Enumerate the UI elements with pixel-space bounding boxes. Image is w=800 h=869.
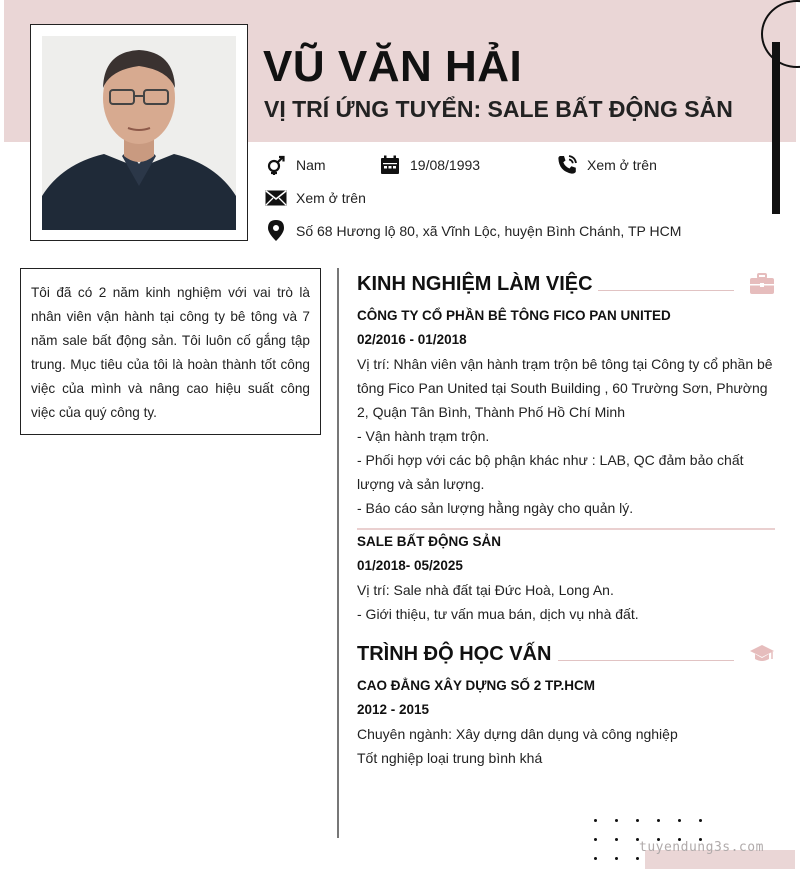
info-phone xyxy=(556,154,657,176)
profile-photo xyxy=(42,36,236,230)
calendar-icon xyxy=(379,154,401,176)
location-icon xyxy=(265,220,287,242)
candidate-name: VŨ VĂN HẢI xyxy=(263,42,523,91)
summary-box xyxy=(20,268,321,435)
vertical-bar-decoration xyxy=(772,42,780,214)
job-2-duty-1: - Giới thiệu, tư vấn mua bán, dịch vụ nhà đất. xyxy=(357,606,639,622)
info-gender xyxy=(265,154,326,176)
watermark: tuyendung3s.com xyxy=(639,840,764,855)
phone-value: Xem ở trên xyxy=(587,157,657,173)
job-2-role: Vị trí: Sale nhà đất tại Đức Hoà, Long An. xyxy=(357,582,614,598)
job-1-duty-1: - Vận hành trạm trộn. xyxy=(357,428,490,444)
job-1-duty-2: - Phối hợp với các bộ phận khác như : LAB, QC đảm bảo chất lượng và sản lượng. xyxy=(357,452,744,492)
education-title: TRÌNH ĐỘ HỌC VẤN xyxy=(357,643,552,665)
education-title-line xyxy=(558,660,734,661)
briefcase-icon xyxy=(749,273,775,300)
email-icon xyxy=(265,187,287,209)
job-1-role: Vị trí: Nhân viên vận hành trạm trộn bê tông tại Công ty cổ phần bê tông Fico Pan United tại South Building , 60 Trường Sơn, Phường 2, Quận Tân Bình, Thành Phố Hồ Chí Minh xyxy=(357,356,773,420)
photo-frame xyxy=(30,24,248,241)
phone-icon xyxy=(556,154,578,176)
job-1-period: 02/2016 - 01/2018 xyxy=(357,332,467,347)
experience-title: KINH NGHIỆM LÀM VIỆC xyxy=(357,273,593,295)
address-value: Số 68 Hương lộ 80, xã Vĩnh Lộc, huyện Bình Chánh, TP HCM xyxy=(296,223,682,239)
info-address xyxy=(265,220,681,242)
education-major: Chuyên ngành: Xây dựng dân dụng và công nghiệp xyxy=(357,726,678,742)
applied-position: VỊ TRÍ ỨNG TUYỂN: SALE BẤT ĐỘNG SẢN xyxy=(264,96,733,122)
education-grade: Tốt nghiệp loại trung bình khá xyxy=(357,750,543,766)
column-divider xyxy=(337,268,339,838)
gender-icon xyxy=(265,154,287,176)
job-1-company: CÔNG TY CỔ PHẦN BÊ TÔNG FICO PAN UNITED xyxy=(357,308,671,323)
job-1-duty-3: - Báo cáo sản lượng hằng ngày cho quản lý. xyxy=(357,500,634,516)
job-separator xyxy=(357,528,775,530)
summary-text: Tôi đã có 2 năm kinh nghiệm với vai trò là nhân viên vận hành tại công ty bê tông và 7 năm sale bất động sản. Tôi luôn cố gắng tập trung. Mục tiêu của tôi là hoàn thành tốt công việc của mình và nâng cao hiệu suất công việc của quý công ty. xyxy=(31,285,310,420)
birthdate-value: 19/08/1993 xyxy=(410,157,481,173)
gender-value: Nam xyxy=(296,157,326,173)
job-2-period: 01/2018- 05/2025 xyxy=(357,558,463,573)
education-period: 2012 - 2015 xyxy=(357,702,430,717)
info-email xyxy=(265,187,366,209)
experience-title-line xyxy=(598,290,734,291)
job-2-company: SALE BẤT ĐỘNG SẢN xyxy=(357,534,502,549)
info-birthdate xyxy=(379,154,480,176)
graduation-cap-icon xyxy=(749,644,775,669)
education-school: CAO ĐẲNG XÂY DỰNG SỐ 2 TP.HCM xyxy=(357,678,595,693)
email-value: Xem ở trên xyxy=(296,190,366,206)
